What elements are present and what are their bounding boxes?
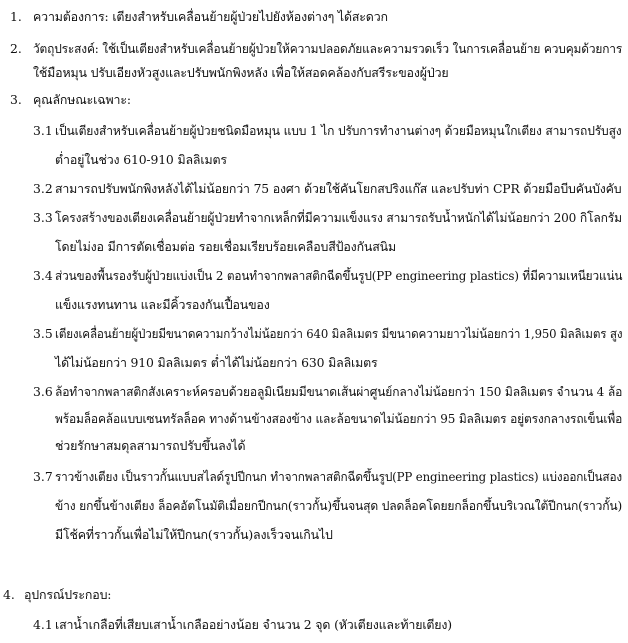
- accessory-4-1-line-1: เสาน้ำเกลือที่เสียบเสาน้ำเกลืออย่างน้อย จำนวน 2 จุด (หัวเตียงและท้ายเตียง): [55, 617, 452, 632]
- section-2-text-line-2: ใช้มือหมุน ปรับเอียงหัวสูงและปรับพนักพิงหลัง เพื่อให้สอดคล้องกับสรีระของผู้ป่วย: [33, 65, 449, 80]
- spec-3-7-line-3: มีโช้คที่ราวกั้นเพื่อไม่ให้ปีกนก(ราวกั้น)ลงเร็วจนเกินไป: [55, 527, 333, 542]
- section-3-number: 3.: [10, 92, 22, 107]
- spec-3-4-line-2: แข็งแรงทนทาน และมีคิ้วรองกันเปื้อนของ: [55, 297, 270, 312]
- spec-3-6-number: 3.6: [33, 384, 53, 399]
- spec-3-2-number: 3.2: [33, 181, 53, 196]
- section-4-number: 4.: [3, 587, 15, 602]
- spec-3-7-line-1: ราวข้างเตียง เป็นราวกั้นแบบสไลด์รูปปีกนก ทำจากพลาสติกฉีดขึ้นรูป(PP engineering plastics) แบ่งออกเป็นสอง: [55, 469, 622, 484]
- spec-3-2-line-1: สามารถปรับพนักพิงหลังได้ไม่น้อยกว่า 75 องศา ด้วยใช้คันโยกสปริงแก๊ส และปรับท่า CPR ด้วยมือบีบคันบังคับ: [55, 181, 622, 196]
- spec-3-1-number: 3.1: [33, 123, 53, 138]
- spec-3-3-line-1: โครงสร้างของเตียงเคลื่อนย้ายผู้ป่วยทำจากเหล็กที่มีความแข็งแรง สามารถรับน้ำหนักได้ไม่น้อยกว่า 200 กิโลกรัม: [55, 210, 622, 225]
- spec-3-5-line-2: ได้ไม่น้อยกว่า 910 มิลลิเมตร ต่ำได้ไม่น้อยกว่า 630 มิลลิเมตร: [55, 355, 378, 370]
- section-2-text-line-1: วัตถุประสงค์: ใช้เป็นเตียงสำหรับเคลื่อนย้ายผู้ป่วยให้ความปลอดภัยและความรวดเร็ว ในการเคลื่อนย้าย ควบคุมด้วยการ: [33, 41, 623, 56]
- spec-3-1-line-1: เป็นเตียงสำหรับเคลื่อนย้ายผู้ป่วยชนิดมือหมุน แบบ 1 ไก ปรับการทำงานต่างๆ ด้วยมือหมุนใกเตียง สามารถปรับสูง: [55, 123, 622, 138]
- section-1-number: 1.: [10, 9, 22, 24]
- section-2-number: 2.: [10, 41, 22, 56]
- spec-3-4-number: 3.4: [33, 268, 53, 283]
- spec-3-1-line-2: ต่ำอยู่ในช่วง 610-910 มิลลิเมตร: [55, 152, 227, 167]
- accessory-4-1-number: 4.1: [33, 617, 53, 632]
- spec-3-7-number: 3.7: [33, 469, 53, 484]
- section-3-heading: คุณลักษณะเฉพาะ:: [33, 92, 131, 107]
- spec-3-3-line-2: โดยไม่งอ มีการตัดเชื่อมต่อ รอยเชื่อมเรียบร้อยเคลือบสีป้องกันสนิม: [55, 239, 396, 254]
- section-1-text: ความต้องการ: เตียงสำหรับเคลื่อนย้ายผู้ป่วยไปยังห้องต่างๆ ได้สะดวก: [33, 9, 388, 24]
- spec-3-5-number: 3.5: [33, 326, 53, 341]
- spec-3-3-number: 3.3: [33, 210, 53, 225]
- spec-3-6-line-3: ช่วยรักษาสมดุลสามารถปรับขึ้นลงได้: [55, 438, 246, 453]
- spec-3-5-line-1: เตียงเคลื่อนย้ายผู้ป่วยมีขนาดความกว้างไม่น้อยกว่า 640 มิลลิเมตร มีขนาดความยาวไม่น้อยกว่า 1,950 มิลลิเมตร สูง: [55, 326, 623, 341]
- spec-3-4-line-1: ส่วนของพื้นรองรับผู้ป่วยแบ่งเป็น 2 ตอนทำจากพลาสติกฉีดขึ้นรูป(PP engineering plastics) ที่มีความเหนียวแน่น: [55, 268, 623, 283]
- spec-3-6-line-2: พร้อมล็อคล้อแบบเซนทรัลล็อค ทางด้านข้างสองข้าง และล้อขนาดไม่น้อยกว่า 95 มิลลิเมตร อยู่ตรงกลางรถเข็นเพื่อ: [55, 411, 623, 426]
- spec-3-7-line-2: ข้าง ยกขึ้นข้างเตียง ล็อคอัตโนมัติเมื่อยกปีกนก(ราวกั้น)ขึ้นจนสุด ปลดล็อคโดยยกล็อกขึ้นบริเวณใต้ปีกนก(ราวกั้น): [55, 498, 623, 513]
- section-4-heading: อุปกรณ์ประกอบ:: [24, 587, 112, 602]
- spec-3-6-line-1: ล้อทำจากพลาสติกสังเคราะห์ครอบด้วยอลูมิเนียมมีขนาดเส้นผ่าศูนย์กลางไม่น้อยกว่า 150 มิลลิเมตร จำนวน 4 ล้อ: [55, 384, 623, 399]
